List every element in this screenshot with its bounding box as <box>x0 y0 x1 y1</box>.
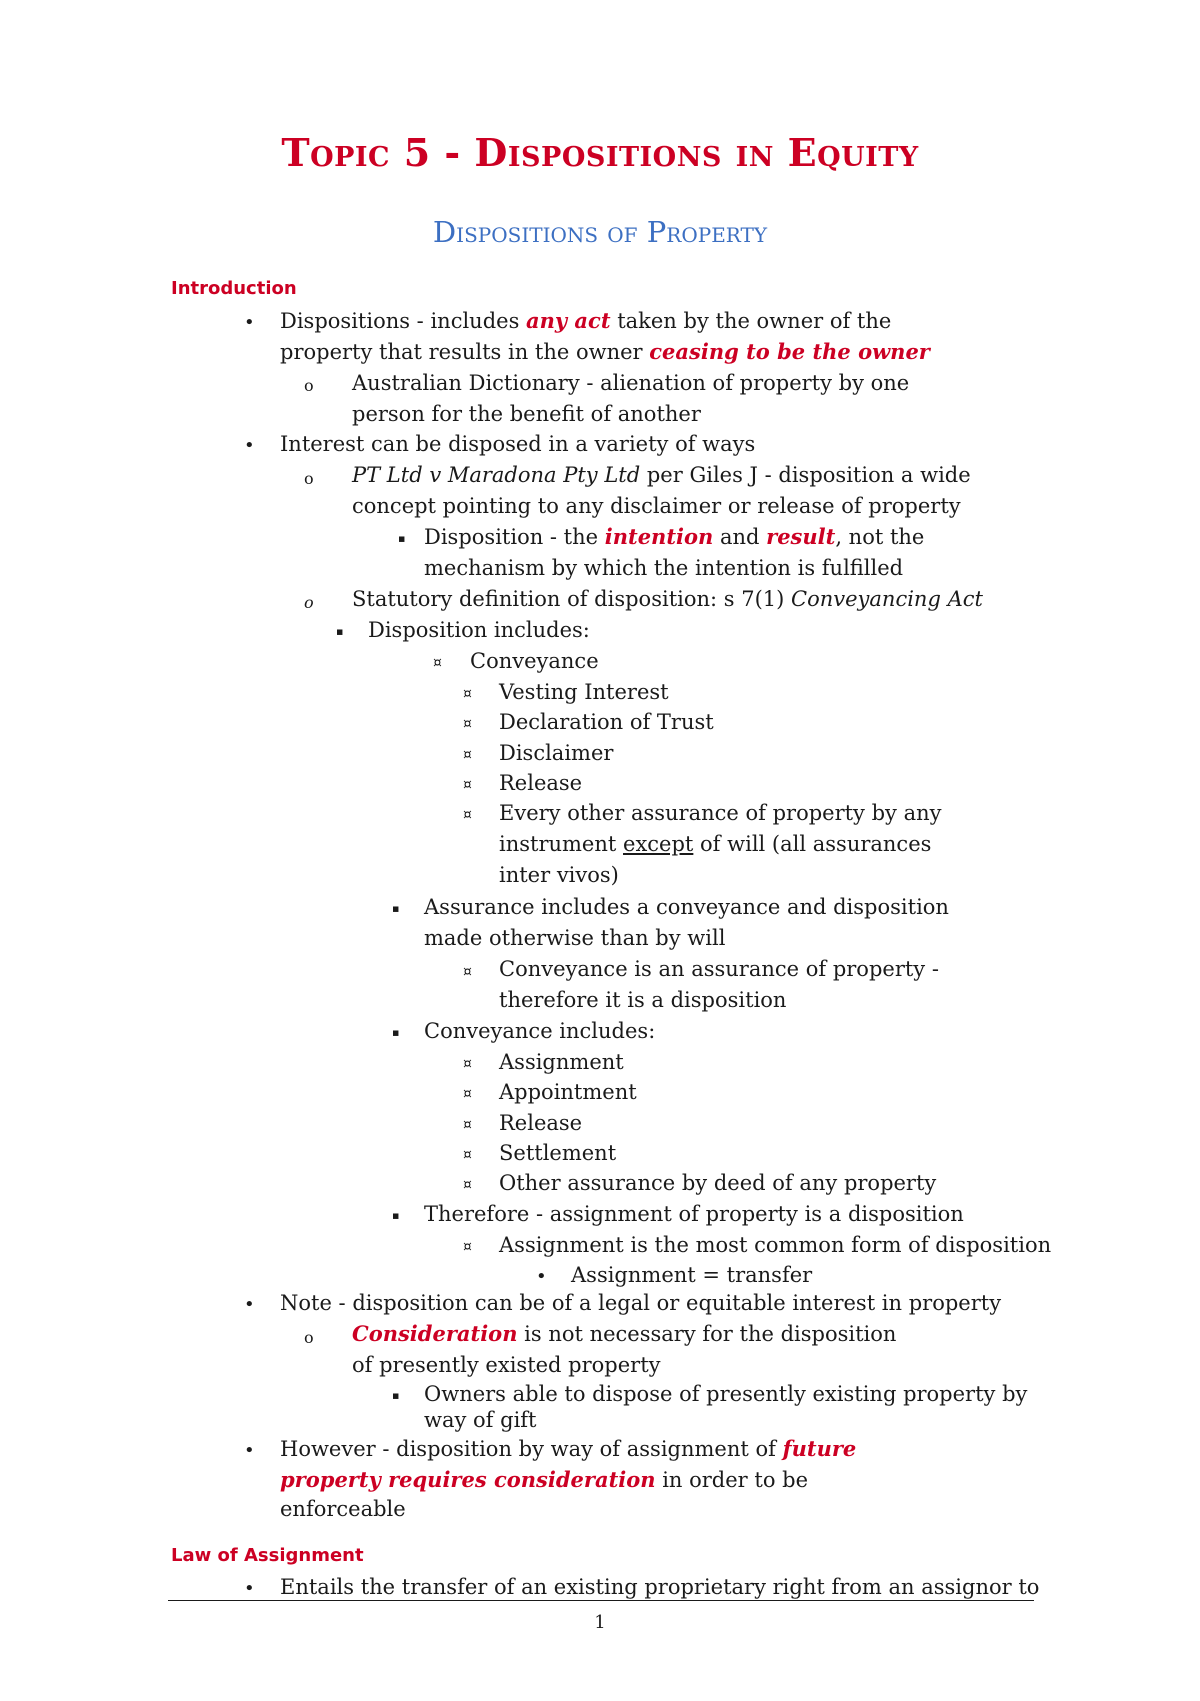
bullet-level1: • <box>536 1266 547 1287</box>
section-title: Dispositions of Property <box>432 215 768 249</box>
case-name: PT Ltd v Maradona Pty Ltd <box>352 463 641 487</box>
bullet-level1: • <box>244 435 255 456</box>
list-item: Disclaimer <box>499 741 614 765</box>
list-item: Release <box>499 1111 583 1135</box>
bullet-level1: • <box>244 1578 255 1599</box>
list-item: Conveyance includes: <box>424 1019 656 1043</box>
bullet-level4: ¤ <box>463 1086 472 1102</box>
list-item-continuation: made otherwise than by will <box>424 926 726 950</box>
emphasis-text: future <box>782 1436 857 1461</box>
bullet-level4: ¤ <box>463 686 472 702</box>
page-number: 1 <box>594 1612 606 1633</box>
bullet-level1: • <box>244 1294 255 1315</box>
list-item: Assignment is the most common form of disposition <box>499 1233 1052 1257</box>
list-item: Vesting Interest <box>499 680 669 704</box>
bullet-level2: o <box>304 1328 314 1347</box>
list-item: Entails the transfer of an existing proprietary right from an assignor to <box>280 1575 1040 1599</box>
bullet-level3: ▪ <box>392 1209 400 1222</box>
emphasis-text: result <box>766 524 836 549</box>
list-item: Interest can be disposed in a variety of ways <box>280 432 756 456</box>
bullet-level4: ¤ <box>463 1117 472 1133</box>
list-item-continuation: property that results in the owner ceasing to be the owner <box>280 339 930 364</box>
list-item: However - disposition by way of assignment of future <box>280 1436 857 1461</box>
list-item: Conveyance is an assurance of property - <box>499 957 939 981</box>
emphasis-text: any act <box>526 308 611 333</box>
list-item: PT Ltd v Maradona Pty Ltd per Giles J - disposition a wide <box>352 463 971 487</box>
emphasis-text: ceasing to be the owner <box>649 339 930 364</box>
bullet-level1: • <box>244 1440 255 1461</box>
bullet-level4: ¤ <box>463 1239 472 1255</box>
bullet-level4: ¤ <box>463 716 472 732</box>
heading-law-of-assignment: Law of Assignment <box>171 1545 364 1566</box>
list-item-continuation: mechanism by which the intention is fulfilled <box>424 556 904 580</box>
emphasis-text: Consideration <box>352 1321 518 1346</box>
bullet-level2: o <box>304 376 314 395</box>
list-item-continuation: property requires consideration in order to be <box>280 1467 809 1492</box>
bullet-level4: ¤ <box>463 807 472 823</box>
bullet-level2: o <box>304 593 314 612</box>
bullet-level4: ¤ <box>463 1177 472 1193</box>
list-item: Consideration is not necessary for the disposition <box>352 1321 897 1346</box>
list-item-continuation: inter vivos) <box>499 863 619 887</box>
list-item: Australian Dictionary - alienation of property by one <box>352 371 910 395</box>
emphasis-text: property requires consideration <box>280 1467 656 1492</box>
bullet-level3: ▪ <box>336 625 344 638</box>
list-item: Appointment <box>499 1080 637 1104</box>
list-item: Assignment <box>499 1050 624 1074</box>
bullet-level2: o <box>304 469 314 488</box>
list-item: Other assurance by deed of any property <box>499 1171 937 1195</box>
bullet-level3: ▪ <box>392 1026 400 1039</box>
bullet-level4: ¤ <box>463 1056 472 1072</box>
emphasis-text: intention <box>604 524 714 549</box>
list-item-continuation: instrument except of will (all assurances <box>499 832 932 856</box>
underlined-text: except <box>623 832 694 856</box>
list-item: Release <box>499 771 583 795</box>
list-item-continuation: person for the benefit of another <box>352 402 701 426</box>
bullet-level1: • <box>244 312 255 333</box>
list-item: Dispositions - includes any act taken by the owner of the <box>280 308 892 333</box>
list-item-continuation: therefore it is a disposition <box>499 988 787 1012</box>
bullet-level3: ▪ <box>392 902 400 915</box>
bullet-level4: ¤ <box>463 747 472 763</box>
list-item-continuation: way of gift <box>424 1408 537 1432</box>
heading-introduction: Introduction <box>171 278 297 299</box>
list-item: Every other assurance of property by any <box>499 801 942 825</box>
list-item: Owners able to dispose of presently existing property by <box>424 1382 1028 1406</box>
list-item: Therefore - assignment of property is a disposition <box>424 1202 964 1226</box>
bullet-level4: ¤ <box>463 777 472 793</box>
document-title: Topic 5 - Dispositions in Equity <box>281 130 919 175</box>
bullet-level4: ¤ <box>433 655 442 671</box>
footer-rule <box>168 1600 1034 1601</box>
bullet-level4: ¤ <box>463 1147 472 1163</box>
list-item: Settlement <box>499 1141 617 1165</box>
list-item: Note - disposition can be of a legal or equitable interest in property <box>280 1291 1002 1315</box>
list-item: Declaration of Trust <box>499 710 714 734</box>
list-item-continuation: enforceable <box>280 1497 406 1521</box>
bullet-level3: ▪ <box>398 532 406 545</box>
list-item-continuation: of presently existed property <box>352 1353 661 1377</box>
list-item: Assignment = transfer <box>571 1263 813 1287</box>
list-item-continuation: concept pointing to any disclaimer or release of property <box>352 494 961 518</box>
list-item: Statutory definition of disposition: s 7(1) Conveyancing Act <box>352 587 983 611</box>
list-item: Conveyance <box>470 649 599 673</box>
act-name: Conveyancing Act <box>791 587 983 611</box>
bullet-level4: ¤ <box>463 964 472 980</box>
bullet-level3: ▪ <box>392 1389 400 1402</box>
list-item: Assurance includes a conveyance and disposition <box>424 895 949 919</box>
list-item: Disposition includes: <box>368 618 590 642</box>
list-item: Disposition - the intention and result, not the <box>424 524 925 549</box>
